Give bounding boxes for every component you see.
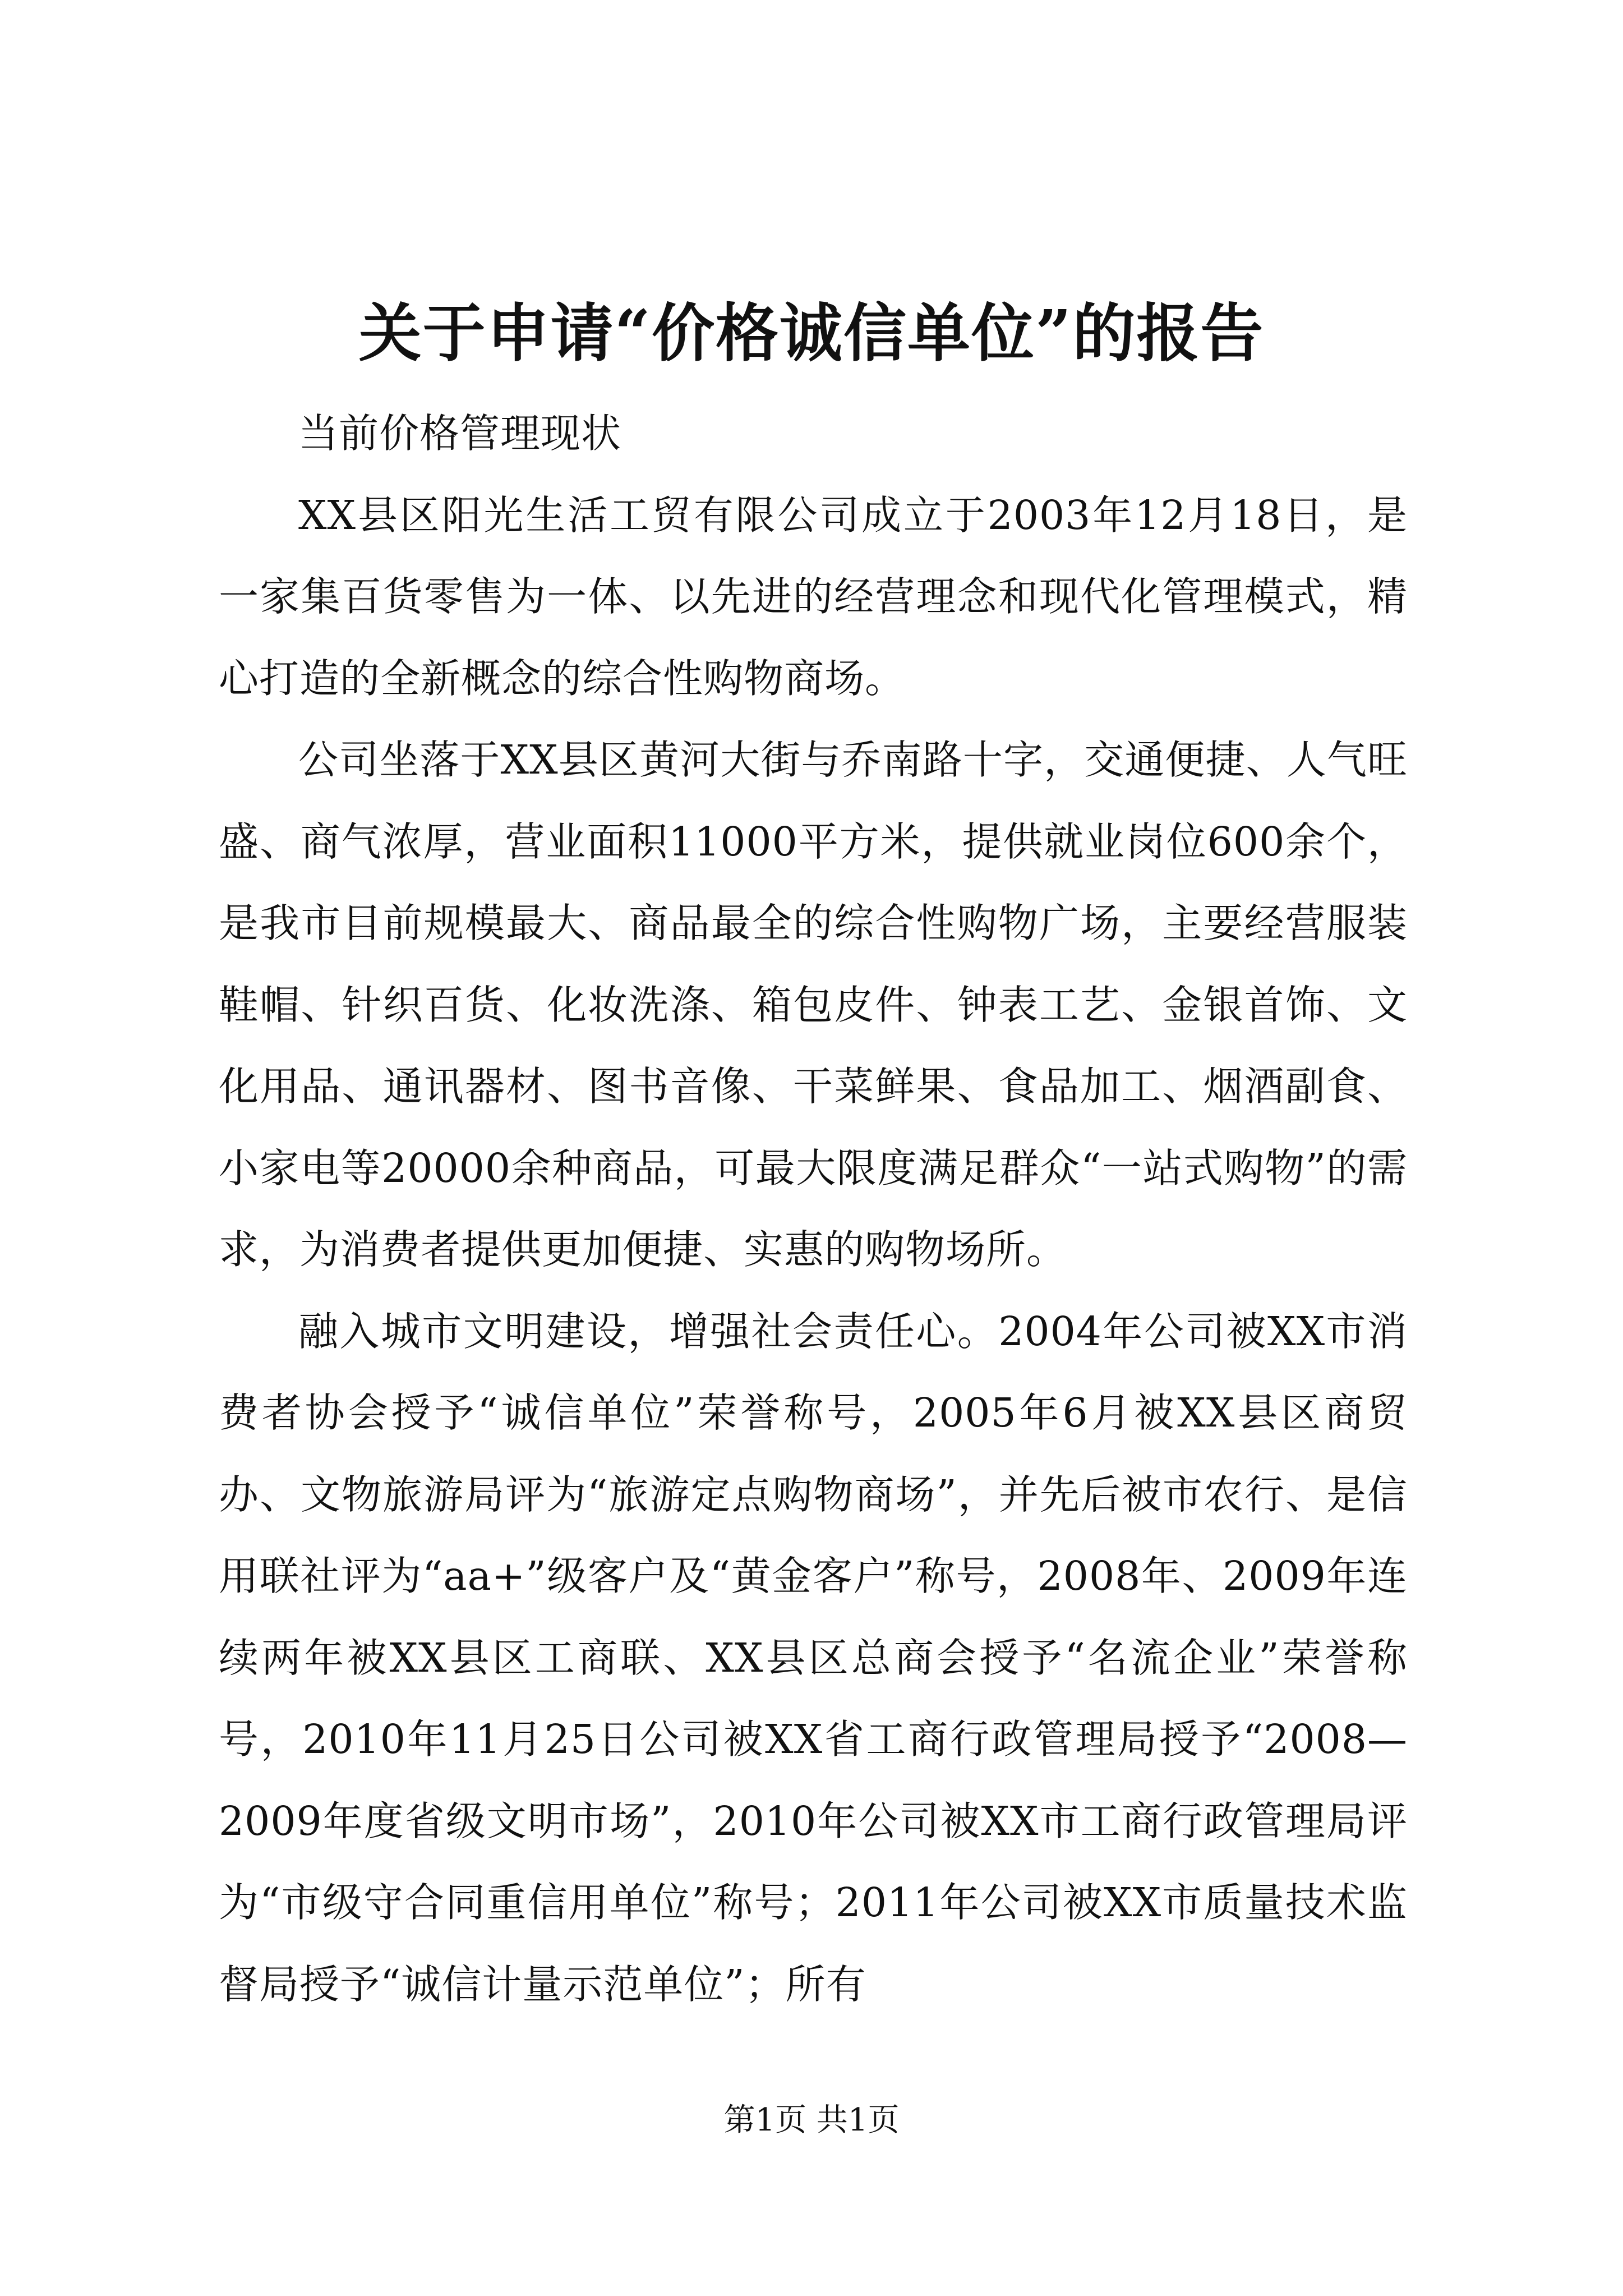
document-body	[219, 393, 1408, 2025]
paragraph-company-intro: XX县区阳光生活工贸有限公司成立于2003年12月18日，是一家集百货零售为一体、以先进的经营理念和现代化管理模式，精心打造的全新概念的综合性购物商场。	[219, 491, 1408, 702]
paragraph-company-location: 公司坐落于XX县区黄河大街与乔南路十字，交通便捷、人气旺盛、商气浓厚，营业面积11000平方米，提供就业岗位600余个，是我市目前规模最大、商品最全的综合性购物广场，主要经营服装鞋帽、针织百货、化妆洗涤、箱包皮件、钟表工艺、金银首饰、文化用品、通讯器材、图书音像、干菜鲜果、食品加工、烟酒副食、小家电等20000余种商品，可最大限度满足群众“一站式购物”的需求，为消费者提供更加便捷、实惠的购物场所。	[219, 737, 1408, 1273]
page-footer: 第1页 共1页	[723, 2102, 900, 2138]
paragraph-honors: 融入城市文明建设，增强社会责任心。2004年公司被XX市消费者协会授予“诚信单位”荣誉称号，2005年6月被XX县区商贸办、文物旅游局评为“旅游定点购物商场”，并先后被市农行、是信用联社评为“aa+”级客户及“黄金客户”称号，2008年、2009年连续两年被XX县区工商联、XX县区总商会授予“名流企业”荣誉称号，2010年11月25日公司被XX省工商行政管理局授予“2008—2009年度省级文明市场”，2010年公司被XX市工商行政管理局评为“市级守合同重信用单位”称号；2011年公司被XX市质量技术监督局授予“诚信计量示范单位”；所有	[219, 1308, 1408, 2008]
section-heading-price-management: 当前价格管理现状	[298, 410, 622, 457]
document-title: 关于申请“价格诚信单位”的报告	[358, 297, 1265, 370]
